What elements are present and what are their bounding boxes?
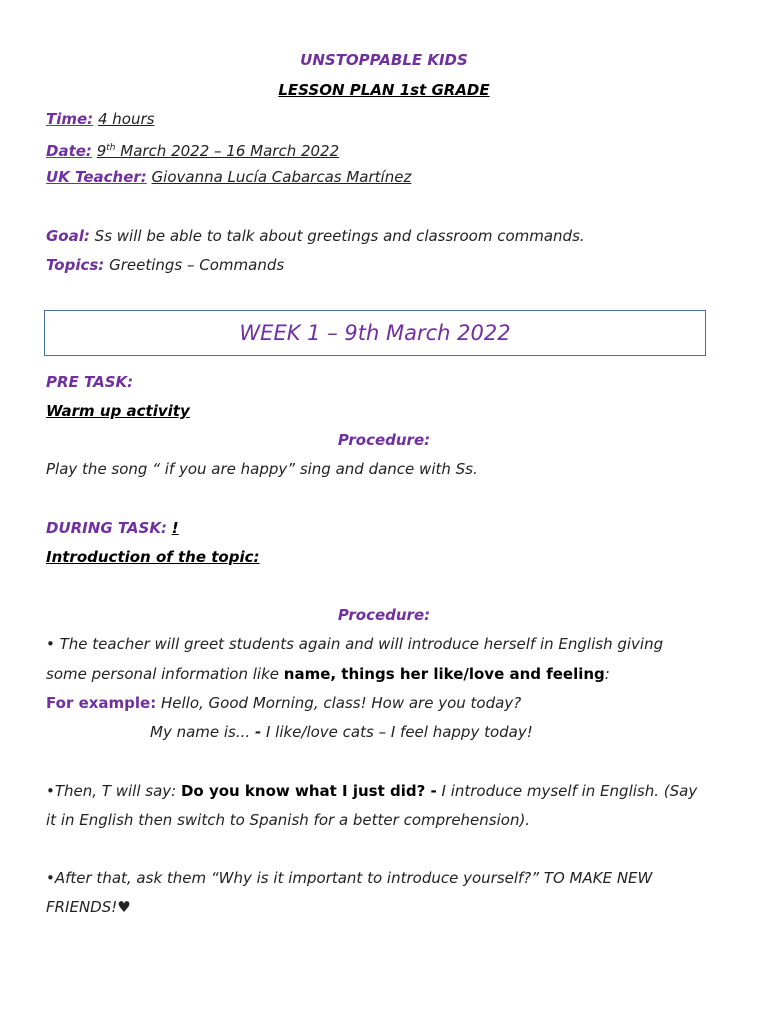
goal-row [46,226,585,246]
week-heading-box [44,310,706,356]
bullet-3-line-2: FRIENDS!♥ [46,898,131,916]
bullet-1-text: some personal information like [46,665,284,683]
teacher-label: UK Teacher: [46,168,147,186]
teacher-row [46,167,411,187]
during-task-label: DURING TASK: [46,519,167,537]
document-subtitle: LESSON PLAN 1st GRADE [278,81,490,99]
during-task-row [46,518,179,538]
pre-task-procedure-label: Procedure: [337,431,431,449]
topics-row [46,255,284,275]
date-day: 9 [96,142,107,160]
time-label: Time: [46,110,94,128]
date-range: March 2022 – 16 March 2022 [115,142,340,160]
bullet-1-line-2 [46,664,610,684]
example-line-2 [150,722,533,742]
example-label: For example: [46,694,157,712]
bullet-2-rest: I introduce myself in English. (Say [436,782,698,800]
teacher-value: Giovanna Lucía Cabarcas Martínez [151,168,412,186]
topics-value: Greetings – Commands [109,256,285,274]
example-dash: - [254,723,262,741]
goal-value: Ss will be able to talk about greetings and classroom commands. [94,227,585,245]
date-suffix: th [106,143,116,153]
bullet-3-line-1: •After that, ask them “Why is it important to introduce yourself?” TO MAKE NEW [46,869,653,887]
introduction-heading: Introduction of the topic: [46,548,260,566]
date-label: Date: [46,142,92,160]
bullet-1-bold-text: name, things her like/love and feeling [283,665,605,683]
warm-up-heading: Warm up activity [46,402,190,420]
bullet-2-line-1 [46,781,697,801]
pre-task-label: PRE TASK: [46,373,134,391]
example-name-text: My name is... [150,723,255,741]
bullet-1-line-1: • The teacher will greet students again and will introduce herself in English giving [46,635,664,653]
example-row [46,693,521,713]
bullet-1-colon: : [604,665,610,683]
date-row [46,138,339,161]
bullet-2-line-2: it in English then switch to Spanish for a better comprehension). [46,811,531,829]
bullet-2-bold-text: Do you know what I just did? - [180,782,437,800]
bullet-2-text: •Then, T will say: [46,782,181,800]
during-task-procedure-label: Procedure: [337,606,431,624]
date-value [97,142,339,160]
goal-label: Goal: [46,227,90,245]
topics-label: Topics: [46,256,105,274]
week-title: WEEK 1 – 9th March 2022 [239,321,511,345]
pre-task-procedure-text: Play the song “ if you are happy” sing and dance with Ss. [46,460,478,478]
time-row [46,109,154,129]
time-value: 4 hours [97,110,155,128]
example-line-1: Hello, Good Morning, class! How are you today? [161,694,522,712]
example-like-text: I like/love cats – I feel happy today! [261,723,533,741]
during-task-mark: ! [171,519,179,537]
document-title: UNSTOPPABLE KIDS [300,51,468,69]
